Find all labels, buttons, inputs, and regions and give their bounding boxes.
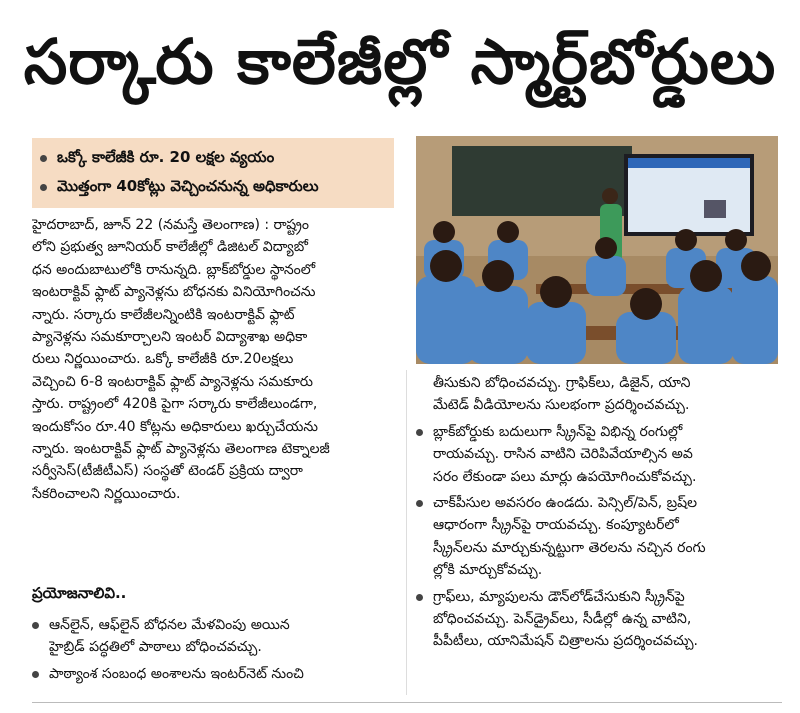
benefits-list-left — [32, 614, 402, 689]
benefit-line: ఆధారంగా స్క్రీన్‌పై రాయవచ్చు. కంప్యూటర్‌లో — [433, 517, 679, 534]
continuation-text — [416, 372, 782, 417]
body-line: స్తారు. రాష్ట్రంలో 420కి పైగా సర్కారు కాలేజీలుండగా, — [32, 396, 318, 413]
body-line: వెచ్చించి 6-8 ఇంటరాక్టివ్ ఫ్లాట్ ప్యానెళ్లను సమకూరు — [32, 373, 313, 390]
benefits-list-right — [416, 372, 782, 657]
benefit-item — [416, 421, 782, 488]
body-line: సర్వీసెస్(టీజీటీఎస్) సంస్థతో టెండర్ ప్రక్రియ ద్వారా — [32, 463, 303, 480]
benefit-line: హైబ్రిడ్ పద్ధతిలో పాఠాలు బోధించవచ్చు. — [49, 639, 262, 656]
benefit-item — [416, 492, 782, 582]
body-line: ఇంటరాక్టివ్ ఫ్లాట్ ప్యానెళ్లను బోధనకు వినియోగించను — [32, 284, 316, 301]
highlight-item — [40, 173, 384, 202]
body-line: లోని ప్రభుత్వ జూనియర్ కాలేజీల్లో డిజిటల్ విద్యాబో — [32, 239, 308, 256]
classroom-photo — [416, 136, 778, 364]
body-line: ఇందుకోసం రూ.40 కోట్లను అధికారులు ఖర్చుచేయను — [32, 418, 319, 435]
body-line: రులు నిర్ణయించారు. ఒక్కో కాలేజీకి రూ.20లక్షలు — [32, 351, 294, 368]
classroom-illustration — [416, 136, 778, 364]
highlight-item — [40, 144, 384, 173]
bottom-rule — [32, 702, 782, 703]
benefit-line: ఆన్‌లైన్, ఆఫ్‌లైన్ బోధనల మేళవింపు అయిన — [49, 617, 290, 633]
body-line: ధన అందుబాటులోకి రానున్నది. బ్లాక్‌బోర్డుల స్థానంలో — [32, 261, 316, 278]
bullet-icon — [40, 155, 47, 162]
benefit-item — [416, 586, 782, 653]
highlight-box — [32, 138, 394, 208]
bullet-icon — [32, 622, 39, 629]
body-line: ప్యానెళ్లను సమకూర్చాలని ఇంటర్ విద్యాశాఖ అధికా — [32, 329, 308, 346]
body-line: సేకరించాలని నిర్ణయించారు. — [32, 485, 181, 502]
article-body-left — [32, 214, 400, 505]
highlight-text: ఒక్కో కాలేజీకి రూ. 20 లక్షల వ్యయం — [57, 147, 275, 166]
benefit-line: బ్లాక్‌బోర్డుకు బదులుగా స్క్రీన్‌పై విభిన్న రంగుల్లో — [433, 423, 683, 440]
body-line: న్నారు. సర్కారు కాలేజీలన్నింటికి ఇంటరాక్టివ్ ఫ్లాట్ — [32, 306, 295, 323]
body-line: న్నారు. ఇంటరాక్టివ్ ఫ్లాట్ ప్యానెళ్లను తెలంగాణ టెక్నాలజీ — [32, 441, 330, 458]
bullet-icon — [40, 184, 47, 191]
bullet-icon — [416, 429, 423, 436]
body-line: హైదరాబాద్, జూన్ 22 (నమస్తే తెలంగాణ) : రాష్ట్రం — [32, 217, 309, 233]
bullet-icon — [416, 594, 423, 601]
benefit-item — [32, 614, 402, 659]
benefit-line: పాఠ్యాంశ సంబంధ అంశాలను ఇంటర్‌నెట్ నుంచి — [49, 665, 304, 682]
section-title: ప్రయోజనాలివి.. — [32, 584, 127, 602]
benefit-line: మేటెడ్ వీడియోలను సులభంగా ప్రదర్శించవచ్చు. — [433, 397, 690, 414]
bullet-icon — [32, 671, 39, 678]
highlight-text: మొత్తంగా 40కోట్లు వెచ్చించనున్న అధికారులు — [57, 176, 319, 195]
benefit-line: బోధించవచ్చు. పెన్‌డ్రైవ్‌లు, సీడీల్లో ఉన్న వాటిని, — [433, 611, 692, 628]
benefit-line: సరం లేకుండా పలు మార్లు ఉపయోగించుకోవచ్చు. — [433, 468, 697, 485]
benefit-item — [32, 663, 402, 685]
column-divider — [406, 370, 407, 695]
benefit-line: తీసుకుని బోధించవచ్చు. గ్రాఫిక్‌లు, డిజైన్, యాని — [433, 375, 691, 391]
headline: సర్కారు కాలేజీల్లో స్మార్ట్‌బోర్డులు — [23, 25, 777, 98]
benefit-line: గ్రాఫ్‌లు, మ్యాపులను డౌన్‌లోడ్‌చేసుకుని స్క్రీన్‌పై — [433, 588, 685, 605]
benefit-line: రాయవచ్చు. రాసిన వాటిని చెరిపివేయాల్సిన అవ — [433, 446, 693, 463]
benefit-line: పీపీటీలు, యానిమేషన్ చిత్రాలను ప్రదర్శించవచ్చు. — [433, 633, 698, 650]
benefit-line: స్క్రీన్‌లను మార్చుకున్నట్టుగా తెరలను నచ్చిన రంగు — [433, 539, 706, 556]
benefit-line: ల్లోకి మార్చుకోవచ్చు. — [433, 562, 543, 579]
benefit-line: చాక్‌పీసుల అవసరం ఉండదు. పెన్సిల్/పెన్, బ్రష్‌ల — [433, 495, 698, 512]
bullet-icon — [416, 500, 423, 507]
